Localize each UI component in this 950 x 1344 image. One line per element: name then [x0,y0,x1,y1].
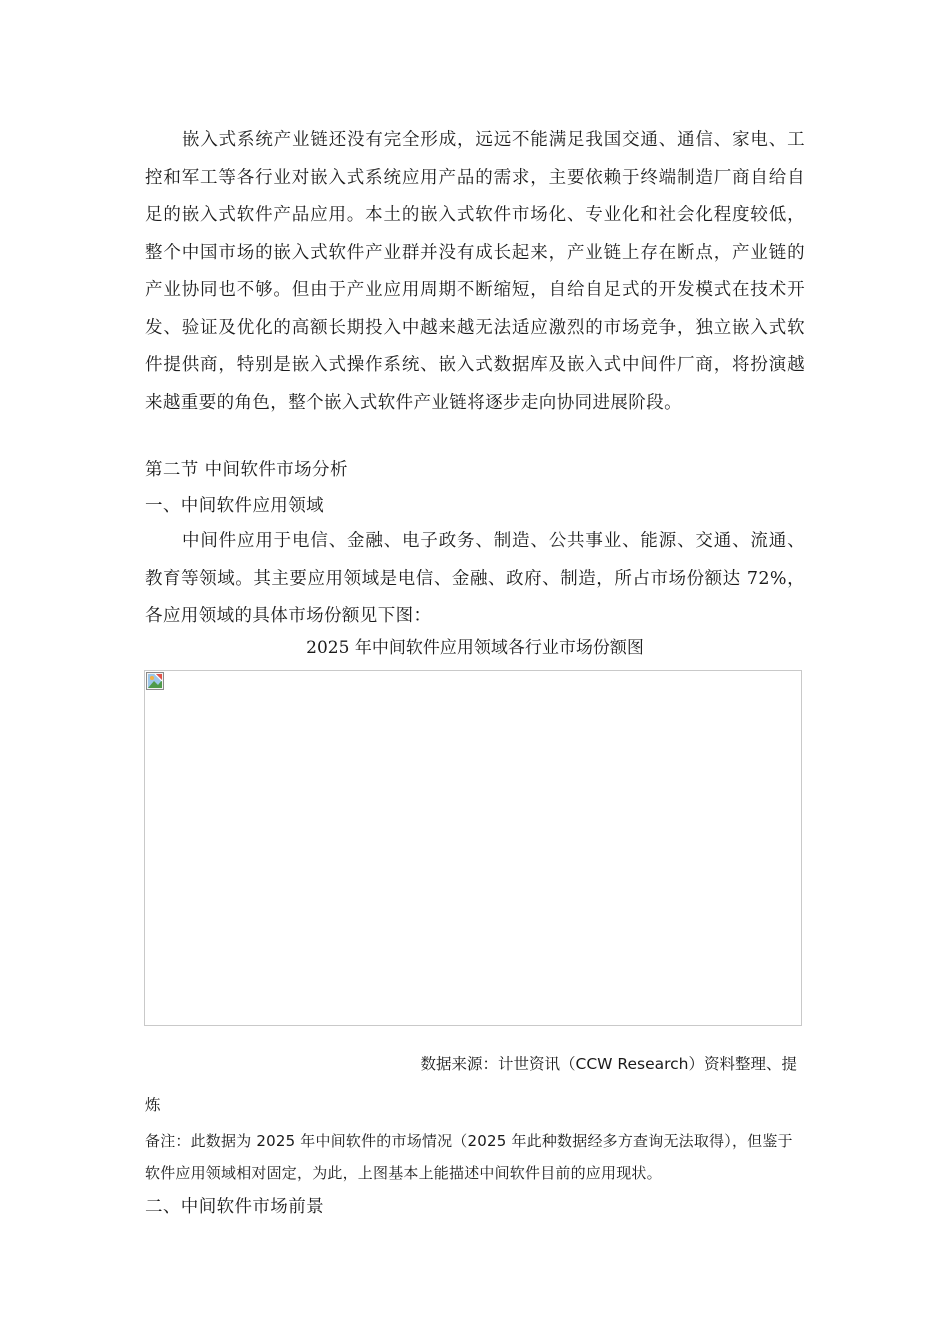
data-source-continuation: 炼 [145,1096,161,1114]
figure-image-placeholder [144,670,802,1026]
data-source-line: 数据来源：计世资讯（CCW Research）资料整理、提 [420,1055,797,1073]
subheading-application-areas: 一、中间软件应用领域 [145,496,324,516]
figure-note: 备注：此数据为 2025 年中间软件的市场情况（2025 年此种数据经多方查询无法取得），但鉴于软件应用领域相对固定，为此，上图基本上能描述中间软件目前的应用现状。 [145,1132,793,1182]
body-paragraph-middleware-areas: 中间件应用于电信、金融、电子政务、制造、公共事业、能源、交通、流通、教育等领域。其主要应用领域是电信、金融、政府、制造，所占市场份额达 72%，各应用领域的具体市场份额见下图： [145,531,805,626]
section-heading: 第二节 中间软件市场分析 [145,460,348,480]
body-paragraph-embedded-industry: 嵌入式系统产业链还没有完全形成，远远不能满足我国交通、通信、家电、工控和军工等各行业对嵌入式系统应用产品的需求，主要依赖于终端制造厂商自给自足的嵌入式软件产品应用。本土的嵌入式软件市场化、专业化和社会化程度较低，整个中国市场的嵌入式软件产业群并没有成长起来，产业链上存在断点，产业链的产业协同也不够。但由于产业应用周期不断缩短，自给自足式的开发模式在技术开发、验证及优化的高额长期投入中越来越无法适应激烈的市场竞争，独立嵌入式软件提供商，特别是嵌入式操作系统、嵌入式数据库及嵌入式中间件厂商，将扮演越来越重要的角色，整个嵌入式软件产业链将逐步走向协同进展阶段。 [145,130,805,413]
broken-image-icon [146,672,164,690]
figure-caption: 2025 年中间软件应用领域各行业市场份额图 [306,638,644,658]
subheading-market-outlook: 二、中间软件市场前景 [145,1197,324,1217]
